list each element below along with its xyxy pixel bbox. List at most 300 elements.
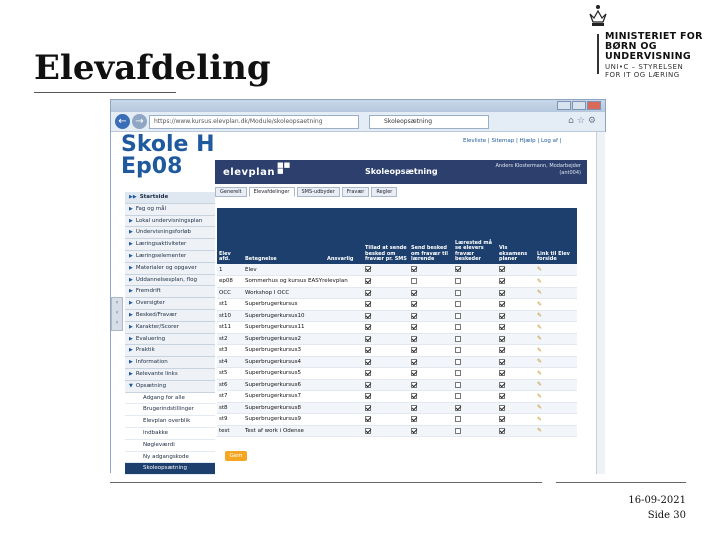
checkbox-cell <box>453 414 497 426</box>
footer-rule-left <box>110 482 542 483</box>
sidebar-item[interactable] <box>125 239 215 251</box>
option-checkbox[interactable] <box>365 359 371 365</box>
responsible-cell <box>325 414 363 426</box>
table-row <box>217 391 577 403</box>
edit-pencil-icon[interactable]: ✎ <box>537 300 543 308</box>
checkbox-cell <box>409 264 453 276</box>
checkbox-cell <box>363 391 409 403</box>
column-header: Lærested må se elevers fravær beskeder <box>453 208 497 264</box>
sidebar-item-label: Startside <box>139 194 169 200</box>
table-row <box>217 379 577 391</box>
responsible-cell <box>325 368 363 380</box>
checkbox-cell <box>409 425 453 437</box>
edit-pencil-icon[interactable]: ✎ <box>537 381 543 389</box>
checkbox-cell <box>453 368 497 380</box>
sidebar-item-label: Undervisningsforløb <box>135 229 191 236</box>
sidebar-item[interactable] <box>125 286 215 298</box>
option-checkbox[interactable] <box>455 359 461 365</box>
checkbox-cell <box>409 379 453 391</box>
sidebar-item-label: Læringsaktiviteter <box>135 241 187 248</box>
checkbox-cell <box>409 368 453 380</box>
chevron-right-icon: ▶▶ <box>129 194 137 200</box>
sidebar-item-label: Læringselementer <box>135 252 187 259</box>
description-cell: Superbrugerkursus9 <box>243 414 325 426</box>
sidebar-item[interactable] <box>125 263 215 275</box>
sidebar-item[interactable] <box>125 345 215 357</box>
sidebar-collapse-handle[interactable]: ‹ ‹ ‹ <box>111 297 123 331</box>
sidebar-item[interactable] <box>125 452 215 464</box>
sidebar-item[interactable] <box>125 204 215 216</box>
page-scrollbar[interactable] <box>596 132 605 474</box>
edit-pencil-icon[interactable]: ✎ <box>537 323 543 331</box>
link-cell <box>535 299 577 311</box>
option-checkbox[interactable] <box>455 382 461 388</box>
edit-pencil-icon[interactable]: ✎ <box>537 277 543 285</box>
option-checkbox[interactable] <box>365 290 371 296</box>
description-cell: Superbrugerkursus11 <box>243 322 325 334</box>
option-checkbox[interactable] <box>411 266 417 272</box>
checkbox-cell <box>497 391 535 403</box>
checkbox-cell <box>363 333 409 345</box>
footer-rule-right <box>556 482 686 483</box>
link-cell <box>535 368 577 380</box>
checkbox-cell <box>497 287 535 299</box>
sidebar-item[interactable] <box>125 463 215 475</box>
description-cell: Sommerhus og kursus EASYrelevplan <box>243 276 325 288</box>
sidebar-item[interactable] <box>125 216 215 228</box>
chevron-right-icon: ▶ <box>129 323 133 330</box>
save-button[interactable]: Gem <box>225 451 247 461</box>
user-info <box>496 163 582 177</box>
chevron-right-icon: ▶ <box>129 205 133 212</box>
option-checkbox[interactable] <box>455 405 461 411</box>
forward-icon[interactable]: → <box>132 114 147 129</box>
table-row <box>217 345 577 357</box>
chevron-right-icon: ▶ <box>129 311 133 318</box>
checkbox-cell <box>497 310 535 322</box>
checkbox-cell <box>363 322 409 334</box>
responsible-cell <box>325 356 363 368</box>
sidebar-item-label: Praktik <box>135 347 155 354</box>
ministry-sub-2: FOR IT OG LÆRING <box>605 71 680 79</box>
tab-elevafdelinger[interactable]: Elevafdelinger <box>249 187 295 197</box>
option-checkbox[interactable] <box>455 266 461 272</box>
option-checkbox[interactable] <box>411 370 417 376</box>
table-row <box>217 414 577 426</box>
user-name: Anders Klostermann, Modarbejder <box>495 163 581 169</box>
sidebar-item-label: Evaluering <box>135 335 166 342</box>
sidebar-item[interactable] <box>125 440 215 452</box>
option-checkbox[interactable] <box>365 336 371 342</box>
option-checkbox[interactable] <box>455 301 461 307</box>
description-cell: Superbrugerkursus10 <box>243 310 325 322</box>
checkbox-cell <box>497 345 535 357</box>
column-header: Link til Elev forside <box>535 208 577 264</box>
tab-fravaer[interactable]: Fravær <box>342 187 370 197</box>
option-checkbox[interactable] <box>365 393 371 399</box>
page-title: Skoleopsætning <box>365 167 438 176</box>
sidebar-item-label: Fag og mål <box>135 205 166 212</box>
address-bar-row <box>111 112 605 132</box>
link-cell <box>535 425 577 437</box>
option-checkbox[interactable] <box>365 324 371 330</box>
sidebar-item-label: Brugerindstillinger <box>143 406 194 413</box>
table-row <box>217 333 577 345</box>
sidebar-item[interactable] <box>125 298 215 310</box>
option-checkbox[interactable] <box>411 301 417 307</box>
sidebar-item[interactable] <box>125 192 215 204</box>
edit-pencil-icon[interactable]: ✎ <box>537 335 543 343</box>
checkbox-cell <box>497 356 535 368</box>
checkbox-cell <box>453 276 497 288</box>
option-checkbox[interactable] <box>411 324 417 330</box>
sidebar-item-label: Lokal undervisningsplan <box>135 217 203 224</box>
option-checkbox[interactable] <box>365 266 371 272</box>
option-checkbox[interactable] <box>499 405 505 411</box>
checkbox-cell <box>497 264 535 276</box>
option-checkbox[interactable] <box>499 416 505 422</box>
option-checkbox[interactable] <box>499 359 505 365</box>
link-cell <box>535 356 577 368</box>
sidebar-item[interactable] <box>125 334 215 346</box>
option-checkbox[interactable] <box>455 290 461 296</box>
table-row <box>217 276 577 288</box>
checkbox-cell <box>409 391 453 403</box>
table-row <box>217 287 577 299</box>
top-links[interactable]: Elevliste | Sitemap | Hjælp | Log af | <box>463 138 562 144</box>
edit-pencil-icon[interactable]: ✎ <box>537 404 543 412</box>
chevron-right-icon: ▶ <box>129 229 133 236</box>
sidebar-item-label: Ny adgangskode <box>143 453 189 460</box>
sidebar-nav <box>125 192 215 475</box>
checkbox-cell <box>409 333 453 345</box>
sidebar-item[interactable] <box>125 404 215 416</box>
responsible-cell <box>325 402 363 414</box>
description-cell: Test af work i Odense <box>243 425 325 437</box>
sidebar-item-label: Materialer og opgaver <box>135 264 197 271</box>
ministry-sub-1: UNI•C – STYRELSEN <box>605 63 684 71</box>
option-checkbox[interactable] <box>455 278 461 284</box>
sidebar-item[interactable] <box>125 381 215 393</box>
sidebar-item[interactable] <box>125 251 215 263</box>
checkbox-cell <box>453 402 497 414</box>
link-cell <box>535 322 577 334</box>
dept-code-cell: ep08 <box>217 276 243 288</box>
checkbox-cell <box>363 368 409 380</box>
edit-pencil-icon[interactable]: ✎ <box>537 369 543 377</box>
edit-pencil-icon[interactable]: ✎ <box>537 415 543 423</box>
sidebar-item-label: Elevplan overblik <box>143 418 191 425</box>
column-header: Elev afd. <box>217 208 243 264</box>
dept-code-cell: st10 <box>217 310 243 322</box>
ministry-line-3: UNDERVISNING <box>605 51 691 62</box>
edit-pencil-icon[interactable]: ✎ <box>537 427 543 435</box>
checkbox-cell <box>409 299 453 311</box>
edit-pencil-icon[interactable]: ✎ <box>537 346 543 354</box>
sidebar-item[interactable] <box>125 227 215 239</box>
option-checkbox[interactable] <box>499 278 505 284</box>
option-checkbox[interactable] <box>365 405 371 411</box>
dept-code-cell: test <box>217 425 243 437</box>
checkbox-cell <box>497 368 535 380</box>
ministry-divider <box>597 34 599 74</box>
checkbox-cell <box>363 345 409 357</box>
link-cell <box>535 264 577 276</box>
option-checkbox[interactable] <box>499 393 505 399</box>
browser-tab[interactable]: Skoleopsætning <box>369 115 489 129</box>
dept-code-cell: 1 <box>217 264 243 276</box>
option-checkbox[interactable] <box>365 428 371 434</box>
option-checkbox[interactable] <box>499 266 505 272</box>
column-header: Ansvarlig <box>325 208 363 264</box>
sidebar-item[interactable] <box>125 310 215 322</box>
option-checkbox[interactable] <box>365 278 371 284</box>
option-checkbox[interactable] <box>411 347 417 353</box>
checkbox-cell <box>363 310 409 322</box>
sidebar-item[interactable] <box>125 416 215 428</box>
option-checkbox[interactable] <box>499 324 505 330</box>
tab-regler[interactable]: Regler <box>371 187 397 197</box>
sidebar-item[interactable] <box>125 322 215 334</box>
table-row <box>217 368 577 380</box>
ministry-line-1: MINISTERIET FOR <box>605 31 703 42</box>
description-cell: Superbrugerkursus7 <box>243 391 325 403</box>
responsible-cell <box>325 391 363 403</box>
option-checkbox[interactable] <box>499 313 505 319</box>
responsible-cell <box>325 299 363 311</box>
checkbox-cell <box>453 356 497 368</box>
description-cell: Superbrugerkursus8 <box>243 402 325 414</box>
responsible-cell <box>325 264 363 276</box>
tab-generelt[interactable]: Generelt <box>215 187 247 197</box>
dept-code-cell: st4 <box>217 356 243 368</box>
option-checkbox[interactable] <box>499 347 505 353</box>
logo-dots-icon: ■■ ■ <box>277 161 291 175</box>
dept-code-cell: st7 <box>217 391 243 403</box>
crown-icon <box>587 4 609 30</box>
checkbox-cell <box>363 299 409 311</box>
description-cell: Superbrugerkursus3 <box>243 345 325 357</box>
option-checkbox[interactable] <box>455 336 461 342</box>
option-checkbox[interactable] <box>455 416 461 422</box>
checkbox-cell <box>363 425 409 437</box>
maximize-button[interactable] <box>572 101 586 110</box>
edit-pencil-icon[interactable]: ✎ <box>537 312 543 320</box>
browser-tool-icons[interactable]: ⌂☆⚙ <box>568 116 599 126</box>
table-header-row <box>217 208 577 264</box>
user-id: (ant004) <box>559 170 581 176</box>
checkbox-cell <box>453 322 497 334</box>
responsible-cell <box>325 322 363 334</box>
checkbox-cell <box>453 310 497 322</box>
responsible-cell <box>325 345 363 357</box>
link-cell <box>535 287 577 299</box>
option-checkbox[interactable] <box>499 301 505 307</box>
checkbox-cell <box>497 299 535 311</box>
sidebar-item-label: Besked/Fravær <box>135 311 177 318</box>
url-field[interactable]: https://www.kursus.elevplan.dk/Module/skoleopsaetning <box>149 115 359 129</box>
option-checkbox[interactable] <box>365 370 371 376</box>
footer-date: 16-09-2021 <box>628 495 686 506</box>
checkbox-cell <box>453 425 497 437</box>
table-row <box>217 299 577 311</box>
close-button[interactable] <box>587 101 601 110</box>
edit-pencil-icon[interactable]: ✎ <box>537 266 543 273</box>
link-cell <box>535 402 577 414</box>
option-checkbox[interactable] <box>455 428 461 434</box>
option-checkbox[interactable] <box>499 428 505 434</box>
app-banner <box>215 160 587 184</box>
title-underline <box>34 92 176 93</box>
link-cell <box>535 379 577 391</box>
edit-pencil-icon[interactable]: ✎ <box>537 358 543 366</box>
option-checkbox[interactable] <box>499 336 505 342</box>
sidebar-item-label: Fremdrift <box>135 288 161 295</box>
option-checkbox[interactable] <box>455 324 461 330</box>
table-row <box>217 425 577 437</box>
sidebar-item[interactable] <box>125 393 215 405</box>
checkbox-cell <box>409 276 453 288</box>
description-cell: Workshop I OCC <box>243 287 325 299</box>
checkbox-cell <box>453 333 497 345</box>
description-cell: Superbrugerkursus <box>243 299 325 311</box>
checkbox-cell <box>497 276 535 288</box>
chevron-right-icon: ▶ <box>129 347 133 354</box>
link-cell <box>535 414 577 426</box>
option-checkbox[interactable] <box>411 382 417 388</box>
responsible-cell <box>325 379 363 391</box>
sidebar-item-label: Relevante links <box>135 370 178 377</box>
sidebar-item-label: Information <box>135 359 168 366</box>
checkbox-cell <box>453 345 497 357</box>
footer-page-number: Side 30 <box>647 510 686 521</box>
sidebar-item-label: Nøgleværdi <box>143 441 175 448</box>
sidebar-item-label: Indbakke <box>143 429 169 436</box>
sidebar-item-label: Adgang for alle <box>143 394 185 401</box>
table-row <box>217 322 577 334</box>
minimize-button[interactable] <box>557 101 571 110</box>
description-cell: Superbrugerkursus2 <box>243 333 325 345</box>
chevron-right-icon: ▶ <box>129 276 133 283</box>
option-checkbox[interactable] <box>411 290 417 296</box>
description-cell: Superbrugerkursus5 <box>243 368 325 380</box>
option-checkbox[interactable] <box>455 313 461 319</box>
elevplan-logo: elevplan <box>223 167 275 178</box>
link-cell <box>535 391 577 403</box>
checkbox-cell <box>453 299 497 311</box>
dept-code-cell: st3 <box>217 345 243 357</box>
checkbox-cell <box>363 379 409 391</box>
option-checkbox[interactable] <box>411 416 417 422</box>
checkbox-cell <box>363 287 409 299</box>
option-checkbox[interactable] <box>499 290 505 296</box>
dept-code-cell: OCC <box>217 287 243 299</box>
link-cell <box>535 345 577 357</box>
checkbox-cell <box>497 322 535 334</box>
option-checkbox[interactable] <box>411 336 417 342</box>
chevron-right-icon: ▶ <box>129 359 133 366</box>
chevron-right-icon: ▶ <box>129 241 133 248</box>
option-checkbox[interactable] <box>411 428 417 434</box>
dept-code-cell: st11 <box>217 322 243 334</box>
sidebar-item-label: Skoleopsætning <box>143 465 188 472</box>
responsible-cell <box>325 310 363 322</box>
option-checkbox[interactable] <box>411 405 417 411</box>
window-titlebar <box>111 100 605 112</box>
edit-pencil-icon[interactable]: ✎ <box>537 392 543 400</box>
column-header: Betegnelse <box>243 208 325 264</box>
slide-title: Elevafdeling <box>34 48 271 88</box>
option-checkbox[interactable] <box>455 347 461 353</box>
option-checkbox[interactable] <box>365 313 371 319</box>
school-name <box>121 134 215 178</box>
edit-pencil-icon[interactable]: ✎ <box>537 289 543 297</box>
chevron-right-icon: ▶ <box>129 252 133 259</box>
checkbox-cell <box>453 287 497 299</box>
checkbox-cell <box>497 425 535 437</box>
department-table-wrap <box>217 208 577 437</box>
back-icon[interactable]: ← <box>115 114 130 129</box>
chevron-down-icon: ▼ <box>129 382 133 389</box>
description-cell: Superbrugerkursus4 <box>243 356 325 368</box>
option-checkbox[interactable] <box>411 278 417 284</box>
chevron-right-icon: ▶ <box>129 335 133 342</box>
sidebar-item[interactable] <box>125 275 215 287</box>
checkbox-cell <box>497 379 535 391</box>
checkbox-cell <box>497 402 535 414</box>
chevron-right-icon: ▶ <box>129 217 133 224</box>
checkbox-cell <box>453 379 497 391</box>
option-checkbox[interactable] <box>365 347 371 353</box>
option-checkbox[interactable] <box>455 370 461 376</box>
sidebar-item[interactable] <box>125 369 215 381</box>
option-checkbox[interactable] <box>411 359 417 365</box>
checkbox-cell <box>363 414 409 426</box>
option-checkbox[interactable] <box>411 393 417 399</box>
browser-window <box>110 99 606 473</box>
web-page <box>111 132 607 474</box>
table-row <box>217 264 577 276</box>
table-row <box>217 310 577 322</box>
option-checkbox[interactable] <box>365 301 371 307</box>
link-cell <box>535 310 577 322</box>
ministry-line-2: BØRN OG <box>605 41 657 52</box>
sidebar-item-label: Oversigter <box>135 300 165 307</box>
dept-code-cell: st9 <box>217 414 243 426</box>
checkbox-cell <box>363 276 409 288</box>
dept-code-cell: st1 <box>217 299 243 311</box>
column-header: Vis eksamens planer <box>497 208 535 264</box>
chevron-right-icon: ▶ <box>129 288 133 295</box>
settings-tabs <box>215 187 399 198</box>
checkbox-cell <box>409 345 453 357</box>
column-header: Tillad at sende besked om fravær pr. SMS <box>363 208 409 264</box>
sidebar-item[interactable] <box>125 357 215 369</box>
option-checkbox[interactable] <box>499 370 505 376</box>
checkbox-cell <box>409 310 453 322</box>
tab-sms-udbyder[interactable]: SMS-udbyder <box>297 187 340 197</box>
responsible-cell <box>325 287 363 299</box>
checkbox-cell <box>409 402 453 414</box>
option-checkbox[interactable] <box>455 393 461 399</box>
sidebar-item[interactable] <box>125 428 215 440</box>
option-checkbox[interactable] <box>499 382 505 388</box>
department-table <box>217 208 577 437</box>
option-checkbox[interactable] <box>365 416 371 422</box>
column-header: Send besked om fravær til lærende <box>409 208 453 264</box>
option-checkbox[interactable] <box>365 382 371 388</box>
option-checkbox[interactable] <box>411 313 417 319</box>
